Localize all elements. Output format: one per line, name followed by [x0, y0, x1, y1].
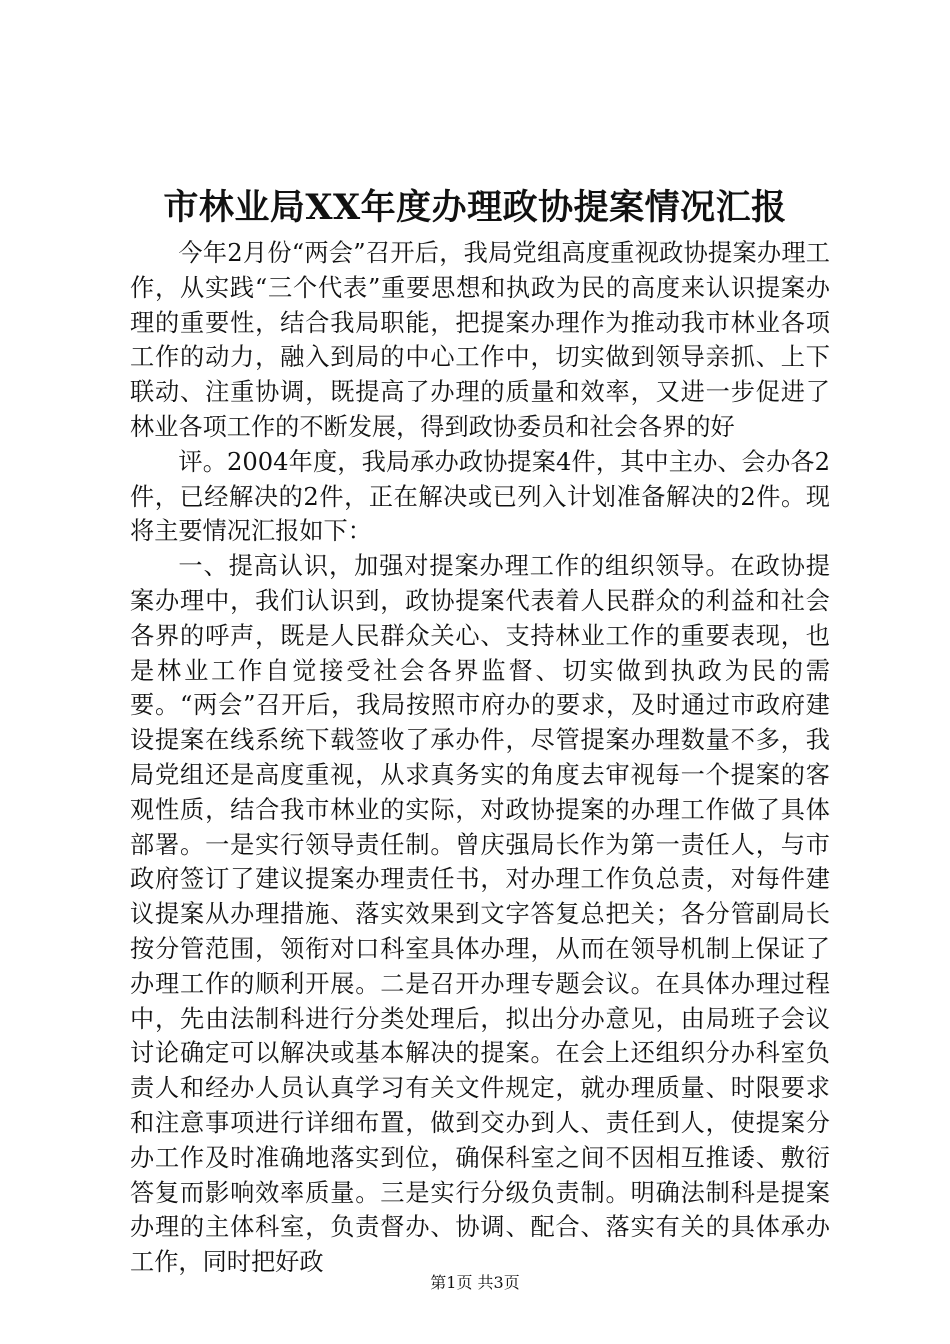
- document-title: 市林业局XX年度办理政协提案情况汇报: [163, 187, 787, 228]
- document-body: [130, 236, 830, 1280]
- page-footer: 第1页 共3页: [430, 1273, 520, 1292]
- paragraph-section-one: 一、提高认识，加强对提案办理工作的组织领导。在政协提案办理中，我们认识到，政协提案代表着人民群众的利益和社会各界的呼声，既是人民群众关心、支持林业工作的重要表现，也是林业工作自觉接受社会各界监督、切实做到执政为民的需要。“两会”召开后，我局按照市府办的要求，及时通过市政府建设提案在线系统下载签收了承办件，尽管提案办理数量不多，我局党组还是高度重视，从求真务实的角度去审视每一个提案的客观性质，结合我市林业的实际，对政协提案的办理工作做了具体部署。一是实行领导责任制。曾庆强局长作为第一责任人，与市政府签订了建议提案办理责任书，对办理工作负总责，对每件建议提案从办理措施、落实效果到文字答复总把关；各分管副局长按分管范围，领衔对口科室具体办理，从而在领导机制上保证了办理工作的顺利开展。二是召开办理专题会议。在具体办理过程中，先由法制科进行分类处理后，拟出分办意见，由局班子会议讨论确定可以解决或基本解决的提案。在会上还组织分办科室负责人和经办人员认真学习有关文件规定，就办理质量、时限要求和注意事项进行详细布置，做到交办到人、责任到人，使提案分办工作及时准确地落实到位，确保科室之间不因相互推诿、敷衍答复而影响效率质量。三是实行分级负责制。明确法制科是提案办理的主体科室，负责督办、协调、配合、落实有关的具体承办工作，同时把好政: [130, 552, 830, 1277]
- paragraph-summary: 评。2004年度，我局承办政协提案4件，其中主办、会办各2件，已经解决的2件，正在解决或已列入计划准备解决的2件。现将主要情况汇报如下：: [130, 447, 830, 546]
- paragraph-intro: 今年2月份“两会”召开后，我局党组高度重视政协提案办理工作，从实践“三个代表”重要思想和执政为民的高度来认识提案办理的重要性，结合我局职能，把提案办理作为推动我市林业各项工作的动力，融入到局的中心工作中，切实做到领导亲抓、上下联动、注重协调，既提高了办理的质量和效率，又进一步促进了林业各项工作的不断发展，得到政协委员和社会各界的好: [130, 239, 830, 441]
